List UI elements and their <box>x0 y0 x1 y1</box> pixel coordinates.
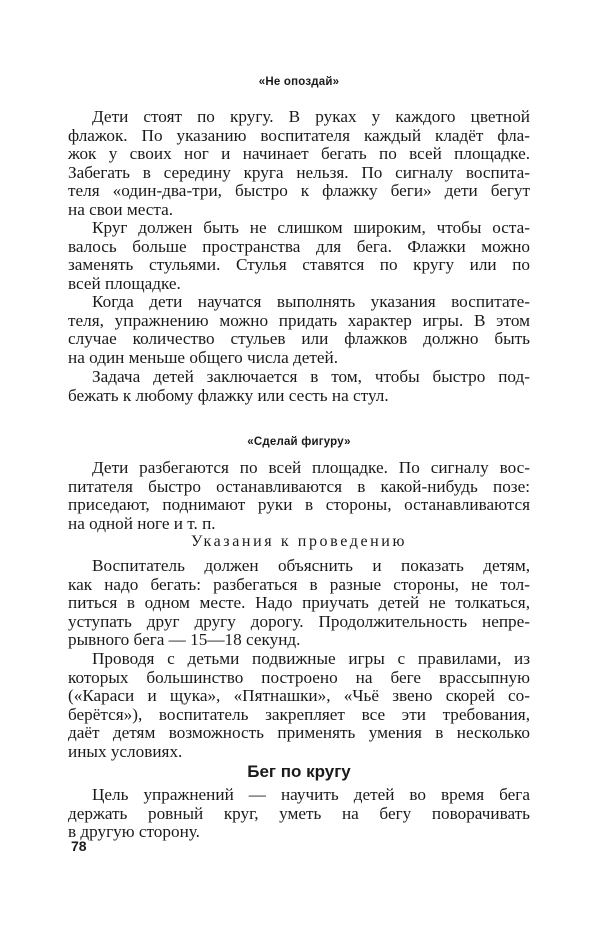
text-line: флажок. По указанию воспитателя каждый кладёт фла- <box>68 125 530 145</box>
text-line: которых большинство построено на беге врассыпную <box>68 667 530 687</box>
text-line: на одной ноге и т. п. <box>68 513 216 533</box>
text-line: на один меньше общего числа детей. <box>68 347 339 367</box>
text-line: питься в одном месте. Надо приучать детей не толкаться, <box>68 593 530 613</box>
text-line: («Караси и щука», «Пятнашки», «Чьё звено скорей со- <box>68 686 530 706</box>
section-heading-sdelai-figuru: «Сделай фигуру» <box>247 436 351 448</box>
text-line: на свои места. <box>68 199 174 219</box>
text-line: Проводя с детьми подвижные игры с правилами, из <box>92 649 530 668</box>
text-line: Цель упражнений — научить детей во время бега <box>92 785 530 804</box>
text-line: жок у своих ног и начинает бегать по всей площадке. <box>68 144 530 164</box>
section-heading-beg-po-krugu: Бег по кругу <box>247 762 351 781</box>
paragraph <box>68 293 530 367</box>
text-line: всей площадке. <box>68 273 181 293</box>
text-line: уступать друг другу дорогу. Продолжительность непре- <box>68 611 530 631</box>
text-line: заменять стульями. Стулья ставятся по кругу или по <box>68 255 530 275</box>
text-line: Когда дети научатся выполнять указания воспитате- <box>92 292 530 311</box>
paragraph <box>68 786 530 842</box>
text-line: валось больше пространства для бега. Флажки можно <box>68 236 530 256</box>
page-number: 78 <box>71 838 87 854</box>
text-line: иных условиях. <box>68 741 183 761</box>
text-line: как надо бегать: разбегаться в разные стороны, не тол- <box>68 574 530 594</box>
text-line: теля «один-два-три, быстро к флажку беги» дети бегут <box>68 181 530 201</box>
paragraph <box>68 459 530 533</box>
book-page <box>68 0 530 933</box>
text-line: Дети разбегаются по всей площадке. По сигналу вос- <box>92 458 530 477</box>
text-line: Дети стоят по кругу. В руках у каждого цветной <box>92 107 530 126</box>
text-line: берётся»), воспитатель закрепляет все эти требования, <box>68 704 530 724</box>
text-line: Воспитатель должен объяснить и показать детям, <box>92 556 530 575</box>
text-line: бежать к любому флажку или сесть на стул. <box>68 385 389 405</box>
section-heading-ukazaniya: Указания к проведению <box>190 533 408 550</box>
text-line: Круг должен быть не слишком широким, чтобы оста- <box>92 218 530 237</box>
text-line: рывного бега — 15—18 секунд. <box>68 630 301 650</box>
text-line: держать ровный круг, уметь на бегу поворачивать <box>68 803 530 823</box>
text-line: Забегать в середину круга нельзя. По сигналу воспита- <box>68 162 530 182</box>
text-line: Задача детей заключается в том, чтобы быстро под- <box>92 367 530 386</box>
text-line: питателя быстро останавливаются в какой-нибудь позе: <box>68 476 530 496</box>
text-line: даёт детям возможность применять умения в несколько <box>68 723 530 743</box>
paragraph <box>68 650 530 762</box>
text-line: теля, упражнению можно придать характер игры. В этом <box>68 310 530 330</box>
section-heading-ne-opozdai: «Не опоздай» <box>258 76 340 88</box>
paragraph <box>68 108 530 220</box>
text-line: приседают, поднимают руки в стороны, останавливаются <box>68 495 530 515</box>
paragraph <box>68 219 530 293</box>
text-line: случае количество стульев или флажков должно быть <box>68 329 530 349</box>
paragraph <box>68 368 530 405</box>
text-line: в другую сторону. <box>68 822 200 842</box>
paragraph <box>68 557 530 650</box>
